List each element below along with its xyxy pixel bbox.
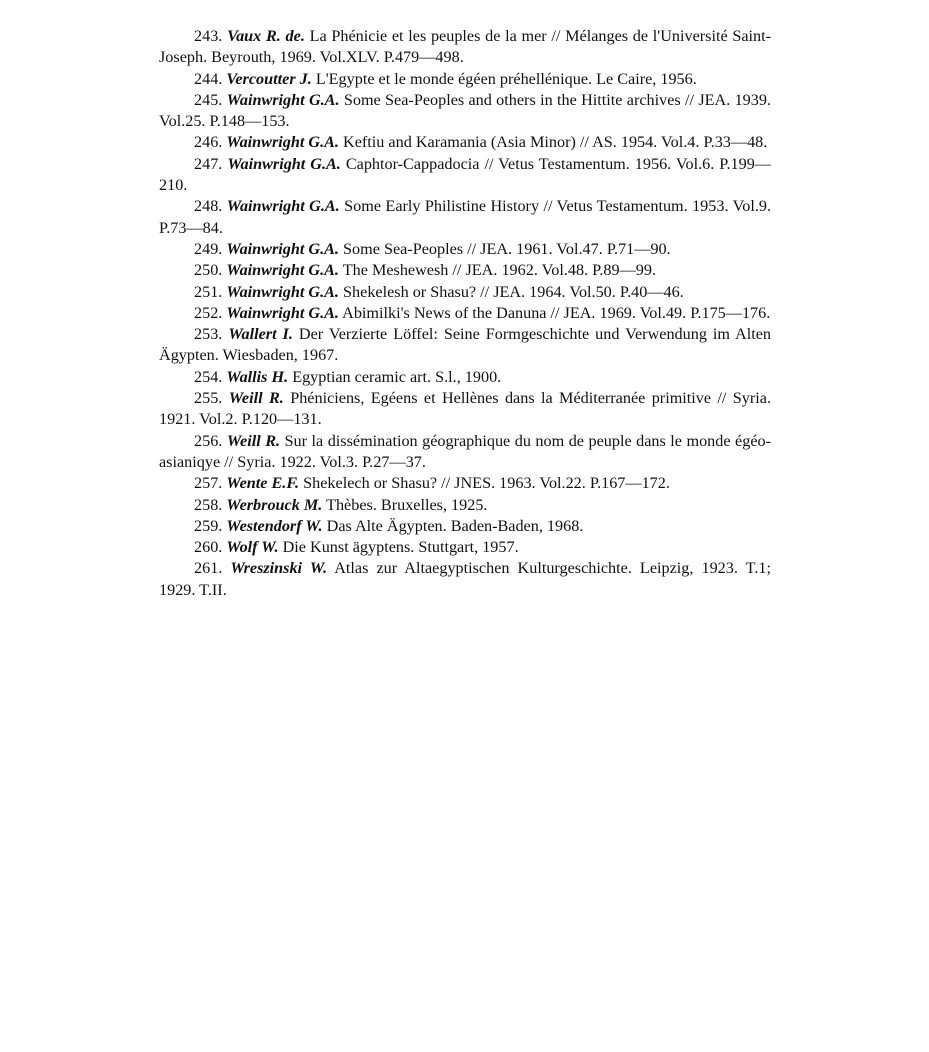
entry-number: 254.: [194, 367, 223, 386]
entry-number: 256.: [194, 431, 223, 450]
entry-author: Wainwright G.A.: [226, 282, 339, 301]
entry-author: Wainwright G.A.: [227, 154, 341, 173]
entry-text: Sur la dissémination géographique du nom de peuple dans le monde égéo-asianiqye // Syria. 1922. Vol.3. P.27—37.: [159, 431, 771, 471]
entry-author: Wainwright G.A.: [226, 261, 339, 280]
entry-text: Atlas zur Altaegyptischen Kulturgeschichte. Leipzig, 1923. T.1; 1929. T.II.: [159, 559, 771, 599]
entry-author: Vercoutter J.: [226, 69, 312, 88]
bibliography-entry: [159, 473, 771, 494]
entry-author: Wainwright G.A.: [226, 239, 339, 258]
bibliography-entry: [159, 388, 771, 431]
entry-author: Wallis H.: [226, 367, 289, 386]
entry-author: Wreszinski W.: [230, 559, 328, 578]
bibliography-page: [159, 26, 771, 601]
entry-author: Wainwright G.A.: [226, 90, 340, 109]
bibliography-entry: [159, 26, 771, 69]
entry-text: Die Kunst ägyptens. Stuttgart, 1957.: [282, 538, 519, 557]
bibliography-entry: [159, 282, 771, 303]
bibliography-entry: [159, 537, 771, 558]
entry-number: 245.: [194, 90, 223, 109]
entry-text: Keftiu and Karamania (Asia Minor) // AS. 1954. Vol.4. P.33—48.: [343, 133, 768, 152]
bibliography-entry: [159, 558, 771, 601]
entry-text: Phéniciens, Egéens et Hellènes dans la Méditerranée primitive // Syria. 1921. Vol.2. P.120—131.: [159, 389, 772, 429]
entry-number: 251.: [194, 282, 223, 301]
entry-author: Wainwright G.A.: [226, 133, 339, 152]
entry-author: Wolf W.: [226, 538, 279, 557]
entry-number: 258.: [194, 495, 223, 514]
entry-number: 255.: [194, 389, 223, 408]
entry-text: Some Sea-Peoples and others in the Hittite archives // JEA. 1939. Vol.25. P.148—153.: [159, 90, 771, 131]
bibliography-entry: [159, 260, 771, 281]
bibliography-entry: [159, 69, 771, 90]
entry-author: Wainwright G.A.: [226, 197, 340, 216]
entry-number: 260.: [194, 538, 223, 557]
entry-number: 248.: [194, 197, 223, 216]
entry-author: Westendorf W.: [226, 516, 323, 535]
entry-text: Thèbes. Bruxelles, 1925.: [326, 495, 488, 514]
entry-author: Werbrouck M.: [226, 495, 323, 514]
bibliography-entry: [159, 196, 771, 239]
entry-number: 257.: [194, 474, 223, 493]
entry-number: 252.: [194, 303, 223, 322]
entry-number: 249.: [194, 239, 223, 258]
bibliography-entry: [159, 367, 771, 388]
entry-text: Egyptian ceramic art. S.l., 1900.: [292, 367, 502, 386]
entry-number: 247.: [194, 154, 223, 173]
bibliography-entry: [159, 154, 771, 197]
entry-author: Vaux R. de.: [227, 27, 305, 45]
bibliography-entry: [159, 516, 771, 537]
bibliography-entry: [159, 239, 771, 260]
bibliography-entry: [159, 90, 771, 133]
entry-number: 246.: [194, 133, 223, 152]
entry-text: Shekelech or Shasu? // JNES. 1963. Vol.22. P.167—172.: [303, 474, 670, 493]
bibliography-entry: [159, 324, 771, 367]
entry-author: Weill R.: [226, 431, 281, 450]
entry-text: Some Sea-Peoples // JEA. 1961. Vol.47. P.71—90.: [343, 239, 671, 258]
bibliography-entry: [159, 132, 771, 153]
entry-author: Wente E.F.: [226, 474, 300, 493]
bibliography-entry: [159, 495, 771, 516]
entry-text: Das Alte Ägypten. Baden-Baden, 1968.: [326, 516, 584, 535]
entry-number: 250.: [194, 261, 223, 280]
entry-number: 243.: [194, 27, 223, 45]
entry-text: Caphtor-Cappadocia // Vetus Testamentum. 1956. Vol.6. P.199—210.: [159, 154, 771, 195]
entry-text: Abimilki's News of the Danuna // JEA. 1969. Vol.49. P.175—176.: [342, 303, 771, 322]
bibliography-entry: [159, 303, 771, 324]
entry-text: Some Early Philistine History // Vetus Testamentum. 1953. Vol.9. P.73—84.: [159, 197, 772, 237]
entry-text: Shekelesh or Shasu? // JEA. 1964. Vol.50. P.40—46.: [343, 282, 684, 301]
entry-author: Wainwright G.A.: [226, 303, 339, 322]
entry-number: 259.: [194, 516, 223, 535]
entry-text: L'Egypte et le monde égéen préhellénique. Le Caire, 1956.: [315, 69, 697, 88]
entry-number: 253.: [194, 325, 223, 344]
entry-text: Der Verzierte Löffel: Seine Formgeschichte und Verwendung im Alten Ägypten. Wiesbaden, 1967.: [159, 325, 772, 365]
entry-number: 261.: [194, 559, 223, 578]
entry-text: The Meshewesh // JEA. 1962. Vol.48. P.89—99.: [342, 261, 657, 280]
entry-author: Weill R.: [228, 389, 284, 408]
entry-number: 244.: [194, 69, 223, 88]
entry-author: Wallert I.: [228, 325, 293, 344]
bibliography-entry: [159, 431, 771, 474]
entry-text: La Phénicie et les peuples de la mer // Mélanges de l'Université Saint-Joseph. Beyrouth, 1969. Vol.XLV. P.479—498.: [159, 27, 772, 67]
